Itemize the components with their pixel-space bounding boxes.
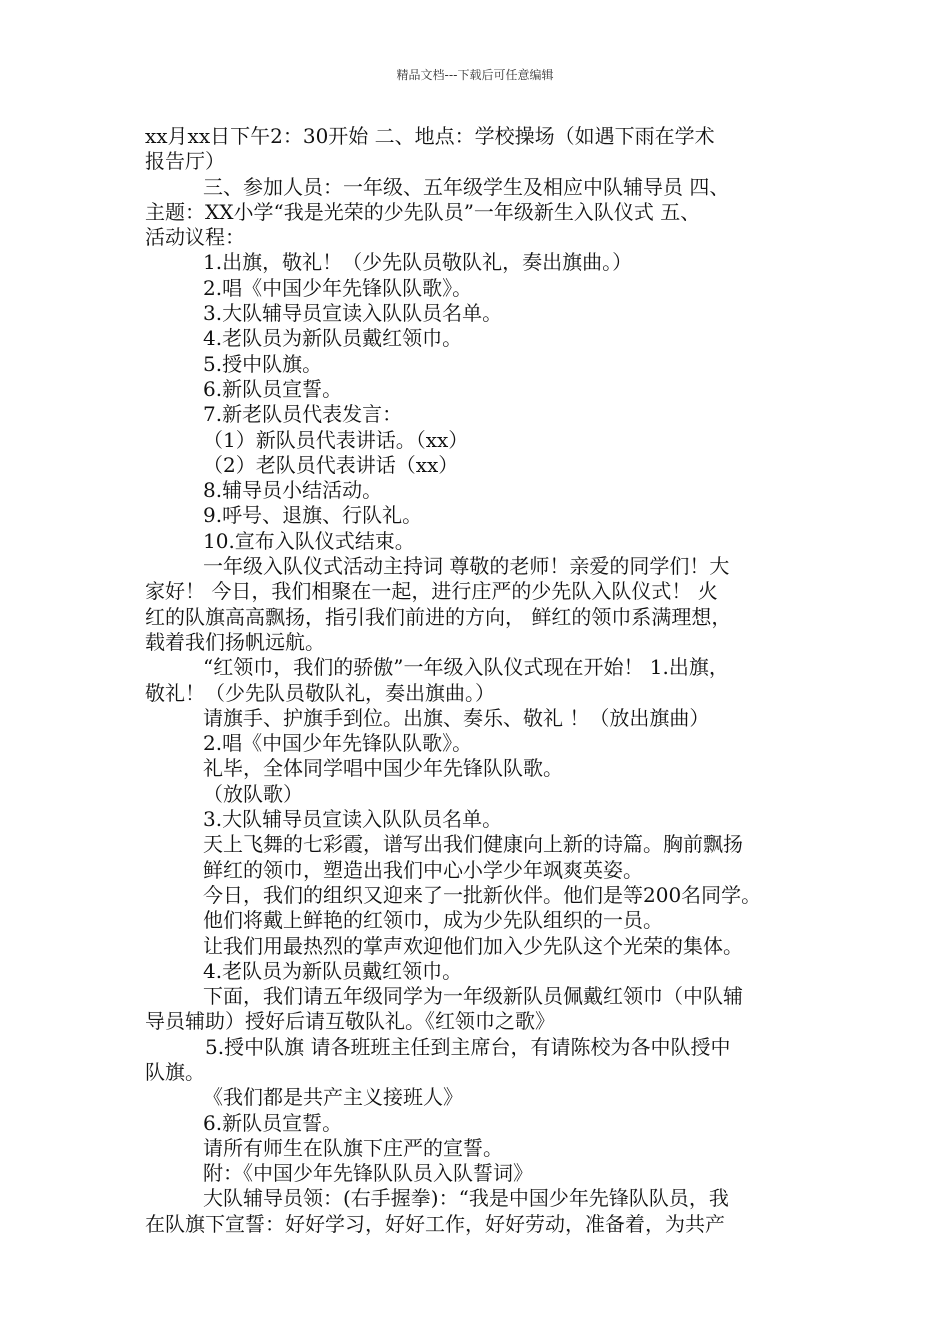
text-line: 礼毕，全体同学唱中国少年先锋队队歌。: [203, 756, 563, 781]
text-line: 请所有师生在队旗下庄严的宣誓。: [203, 1135, 503, 1160]
text-line: 大队辅导员领：(右手握拳)：“我是中国少年先锋队队员，我: [203, 1186, 729, 1211]
text-line: 2.唱《中国少年先锋队队歌》。: [203, 275, 473, 300]
text-line: 让我们用最热烈的掌声欢迎他们加入少先队这个光荣的集体。: [203, 933, 743, 958]
text-line: 活动议程：: [145, 225, 245, 250]
text-line: 6.新队员宣誓。: [203, 376, 343, 401]
text-line: 10.宣布入队仪式结束。: [203, 528, 415, 553]
text-line: 主题：XX小学“我是光荣的少先队员”一年级新生入队仪式 五、: [145, 199, 701, 224]
text-line: 4.老队员为新队员戴红领巾。: [203, 326, 463, 351]
text-line: 队旗。: [145, 1059, 205, 1084]
text-line: 红的队旗高高飘扬，指引我们前进的方向， 鲜红的领巾系满理想，: [145, 604, 732, 629]
text-line: 今日，我们的组织又迎来了一批新伙伴。他们是等200名同学。: [203, 882, 762, 907]
text-line: 请旗手、护旗手到位。出旗、奏乐、敬礼 ！（放出旗曲）: [203, 705, 710, 730]
text-line: 6.新队员宣誓。: [203, 1110, 343, 1135]
text-line: 9.呼号、退旗、行队礼。: [203, 503, 423, 528]
text-line: 敬礼！（少先队员敬队礼，奏出旗曲。）: [145, 680, 495, 705]
text-line: 《我们都是共产主义接班人》: [203, 1085, 463, 1110]
text-line: （2）老队员代表讲话（xx）: [203, 452, 459, 477]
text-line: 7.新老队员代表发言：: [203, 402, 403, 427]
text-line: 4.老队员为新队员戴红领巾。: [203, 958, 463, 983]
page-header: 精品文档---下载后可任意编辑: [396, 68, 554, 82]
text-line: 在队旗下宣誓：好好学习，好好工作，好好劳动，准备着，为共产: [145, 1211, 725, 1236]
text-line: 5.授中队旗。: [203, 351, 323, 376]
text-line: 下面，我们请五年级同学为一年级新队员佩戴红领巾（中队辅: [203, 984, 743, 1009]
text-line: 家好！ 今日，我们相聚在一起，进行庄严的少先队入队仪式！ 火: [145, 579, 718, 604]
text-line: 三、参加人员：一年级、五年级学生及相应中队辅导员 四、: [203, 174, 730, 199]
text-line: （放队歌）: [203, 781, 303, 806]
text-line: 他们将戴上鲜艳的红领巾，成为少先队组织的一员。: [203, 908, 663, 933]
text-line: “红领巾，我们的骄傲”一年级入队仪式现在开始！ 1.出旗，: [203, 655, 729, 680]
text-line: 3.大队辅导员宣读入队队员名单。: [203, 807, 503, 832]
text-line: 1.出旗，敬礼！（少先队员敬队礼，奏出旗曲。）: [203, 250, 633, 275]
document-body: [145, 124, 815, 1237]
text-line: 载着我们扬帆远航。: [145, 629, 325, 654]
text-line: 一年级入队仪式活动主持词 尊敬的老师！亲爱的同学们！大: [203, 554, 730, 579]
text-line: （1）新队员代表讲话。（xx）: [203, 427, 469, 452]
text-line: 2.唱《中国少年先锋队队歌》。: [203, 731, 473, 756]
text-line: 5.授中队旗 请各班班主任到主席台，有请陈校为各中队授中: [205, 1034, 731, 1059]
text-line: 8.辅导员小结活动。: [203, 478, 383, 503]
text-line: 导员辅助）授好后请互敬队礼。《红领巾之歌》: [145, 1009, 555, 1034]
text-line: xx月xx日下午2：30开始 二、地点：学校操场（如遇下雨在学术: [145, 124, 715, 148]
text-line: 鲜红的领巾，塑造出我们中心小学少年飒爽英姿。: [203, 857, 643, 882]
text-line: 天上飞舞的七彩霞，谱写出我们健康向上新的诗篇。胸前飘扬: [203, 832, 743, 857]
text-line: 3.大队辅导员宣读入队队员名单。: [203, 301, 503, 326]
text-line: 报告厅）: [145, 149, 225, 174]
text-line: 附：《中国少年先锋队队员入队誓词》: [203, 1161, 533, 1186]
